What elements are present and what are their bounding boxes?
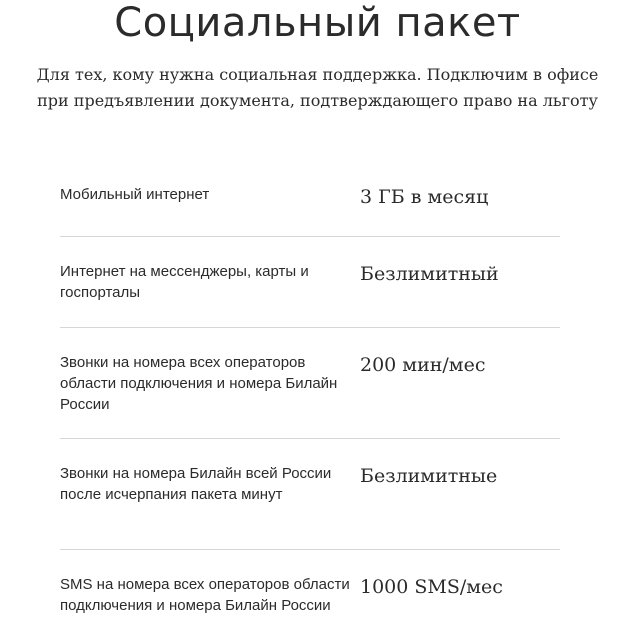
feature-value: Безлимитный [360,263,499,285]
tariff-features-list [60,166,560,640]
feature-row-messengers [60,237,560,328]
page-subtitle [0,62,635,114]
subtitle-line: при предъявлении документа, подтверждающего право на льготу [37,91,598,110]
feature-value: Безлимитные [360,465,498,487]
feature-label: Мобильный интернет [60,186,210,203]
feature-label: Интернет на мессенджеры, карты и госпорталы [60,263,309,301]
feature-label: Звонки на номера Билайн всей России после исчерпания пакета минут [60,465,332,503]
feature-row-sms [60,550,560,640]
feature-label: SMS на номера всех операторов области подключения и номера Билайн России [60,576,350,614]
feature-value: 1000 SMS/мес [360,576,503,598]
feature-label: Звонки на номера всех операторов области подключения и номера Билайн России [60,354,338,413]
feature-row-mobile-internet [60,166,560,237]
feature-row-calls-beeline [60,439,560,550]
feature-value: 3 ГБ в месяц [360,186,489,208]
subtitle-line: Для тех, кому нужна социальная поддержка. Подключим в офисе [36,65,599,84]
page-title: Социальный пакет [114,0,521,46]
feature-value: 200 мин/мес [360,354,486,376]
feature-row-calls-region [60,328,560,439]
